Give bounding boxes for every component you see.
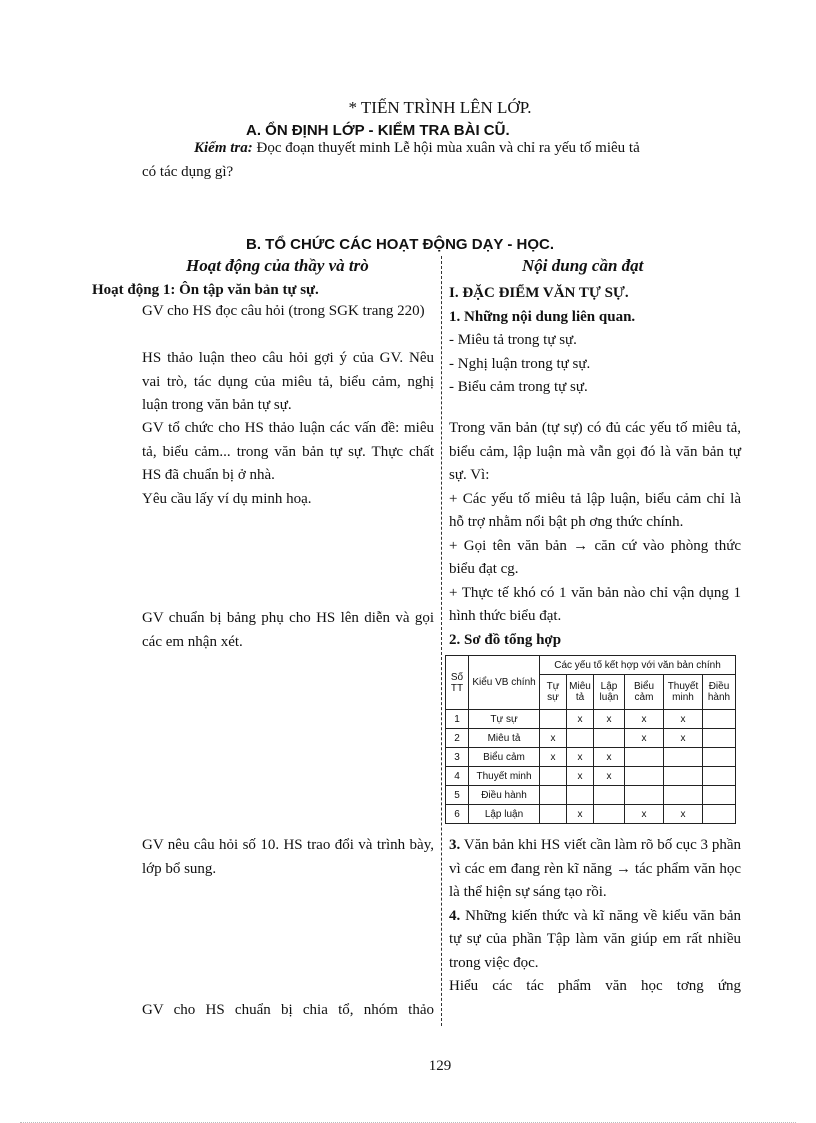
check-question-line-2: có tác dụng gì?: [142, 164, 234, 180]
left-block-5: [142, 607, 434, 654]
section-a-heading: A. ỔN ĐỊNH LỚP - KIỂM TRA BÀI CŨ.: [246, 122, 510, 139]
sub-header-cell: Lập luận: [594, 675, 625, 710]
table-row: 4 Thuyết minh x x: [446, 767, 736, 786]
left-paragraph: HS thảo luận theo câu hỏi gợi ý của GV. Nêu vai trò, tác dụng của miêu tả, biểu cảm, nghị luận trong văn bản tự sự.: [142, 350, 434, 413]
table-row: 6 Lập luận x x x: [446, 805, 736, 824]
right-bullet: - Miêu tả trong tự sự.: [449, 332, 577, 348]
right-paragraph: 3. Văn bản khi HS viết cần làm rõ bố cục 3 phần vì các em đang rèn kĩ năng → tác phẩm văn học là thể hiện sự sáng tạo rồi.: [449, 837, 741, 900]
right-block-1: [449, 282, 741, 400]
table-row: 3 Biểu cảm x x x: [446, 748, 736, 767]
header-cell-group: Các yếu tố kết hợp với văn bản chính: [540, 656, 736, 675]
section-b-heading: B. TỔ CHỨC CÁC HOẠT ĐỘNG DẠY - HỌC.: [246, 236, 554, 253]
right-heading-2: 1. Những nội dung liên quan.: [449, 308, 636, 325]
left-paragraph: GV cho HS đọc câu hỏi (trong SGK trang 220): [142, 303, 425, 319]
right-paragraph: + Thực tế khó có 1 văn bản nào chỉ vận dụng 1 hình thức biểu đạt.: [449, 584, 741, 624]
right-bullet: - Biểu cảm trong tự sự.: [449, 379, 588, 395]
activity-label: Hoạt động 1:: [92, 282, 176, 298]
left-paragraph: GV nêu câu hỏi số 10. HS trao đổi và trình bày, lớp bổ sung.: [142, 837, 434, 877]
activity-heading: [92, 282, 319, 299]
right-bullet: - Nghị luận trong tự sự.: [449, 355, 591, 372]
right-block-2: [449, 417, 741, 652]
sub-header-cell: Tự sự: [540, 675, 567, 710]
right-heading-3: 2. Sơ đồ tổng hợp: [449, 631, 562, 648]
table-row: 5 Điều hành: [446, 786, 736, 805]
check-label: Kiểm tra:: [194, 140, 253, 156]
header-cell-type: Kiểu VB chính: [469, 656, 540, 710]
header-cell-number: Số TT: [446, 656, 469, 710]
left-block-3: [142, 417, 434, 488]
activity-title: Ôn tập văn bản tự sự.: [175, 282, 319, 298]
column-divider: [441, 256, 442, 1026]
left-paragraph: Yêu cầu lấy ví dụ minh hoạ.: [142, 491, 312, 507]
page-title: * TIẾN TRÌNH LÊN LỚP.: [348, 98, 532, 117]
sub-header-cell: Điều hành: [703, 675, 736, 710]
left-paragraph: GV tổ chức cho HS thảo luận các vấn đề: miêu tả, biểu cảm... trong văn bản tự sự. Thực chất HS đã chuẩn bị ở nhà.: [142, 420, 434, 483]
left-block-1: [142, 300, 434, 324]
right-paragraph: 4. Những kiến thức và kĩ năng về kiểu văn bản tự sự của phần Tập làm văn giúp em rất nhiều trong việc đọc.: [449, 907, 741, 971]
left-paragraph: GV cho HS chuẩn bị chia tổ, nhóm thảo: [142, 1002, 434, 1018]
left-block-2: [142, 347, 434, 418]
left-paragraph: GV chuẩn bị bảng phụ cho HS lên diễn và gọi các em nhận xét.: [142, 610, 434, 650]
summary-table: [445, 655, 736, 824]
left-block-4: [142, 488, 434, 512]
right-block-3: [449, 834, 741, 999]
sub-header-cell: Biểu cảm: [625, 675, 664, 710]
right-paragraph: Hiểu các tác phẩm văn học tơng ứng: [449, 978, 741, 994]
page-number: 129: [428, 1058, 452, 1074]
table-row: 1 Tự sự x x x x: [446, 710, 736, 729]
left-block-6: [142, 834, 434, 881]
table-row: 2 Miêu tả x x x: [446, 729, 736, 748]
sub-header-cell: Thuyết minh: [664, 675, 703, 710]
left-column-heading: Hoạt động của thầy và trò: [186, 256, 369, 275]
right-paragraph: + Gọi tên văn bản → căn cứ vào phòng thức biểu đạt cg.: [449, 537, 741, 577]
left-block-7: [142, 999, 434, 1023]
right-paragraph: Trong văn bản (tự sự) có đủ các yếu tố miêu tả, biểu cảm, lập luận mà vẫn gọi đó là văn bản tự sự. Vì:: [449, 420, 741, 483]
check-question-line-1: [194, 140, 640, 157]
right-paragraph: + Các yếu tố miêu tả lập luận, biểu cảm chỉ là hỗ trợ nhằm nổi bật ph ơng thức chính.: [449, 490, 741, 530]
right-heading-1: I. ĐẶC ĐIỂM VĂN TỰ SỰ.: [449, 285, 629, 301]
sub-header-cell: Miêu tả: [567, 675, 594, 710]
right-column-heading: Nội dung cần đạt: [522, 256, 644, 275]
check-text: Đọc đoạn thuyết minh Lễ hội mùa xuân và chỉ ra yếu tố miêu tả: [252, 140, 640, 156]
